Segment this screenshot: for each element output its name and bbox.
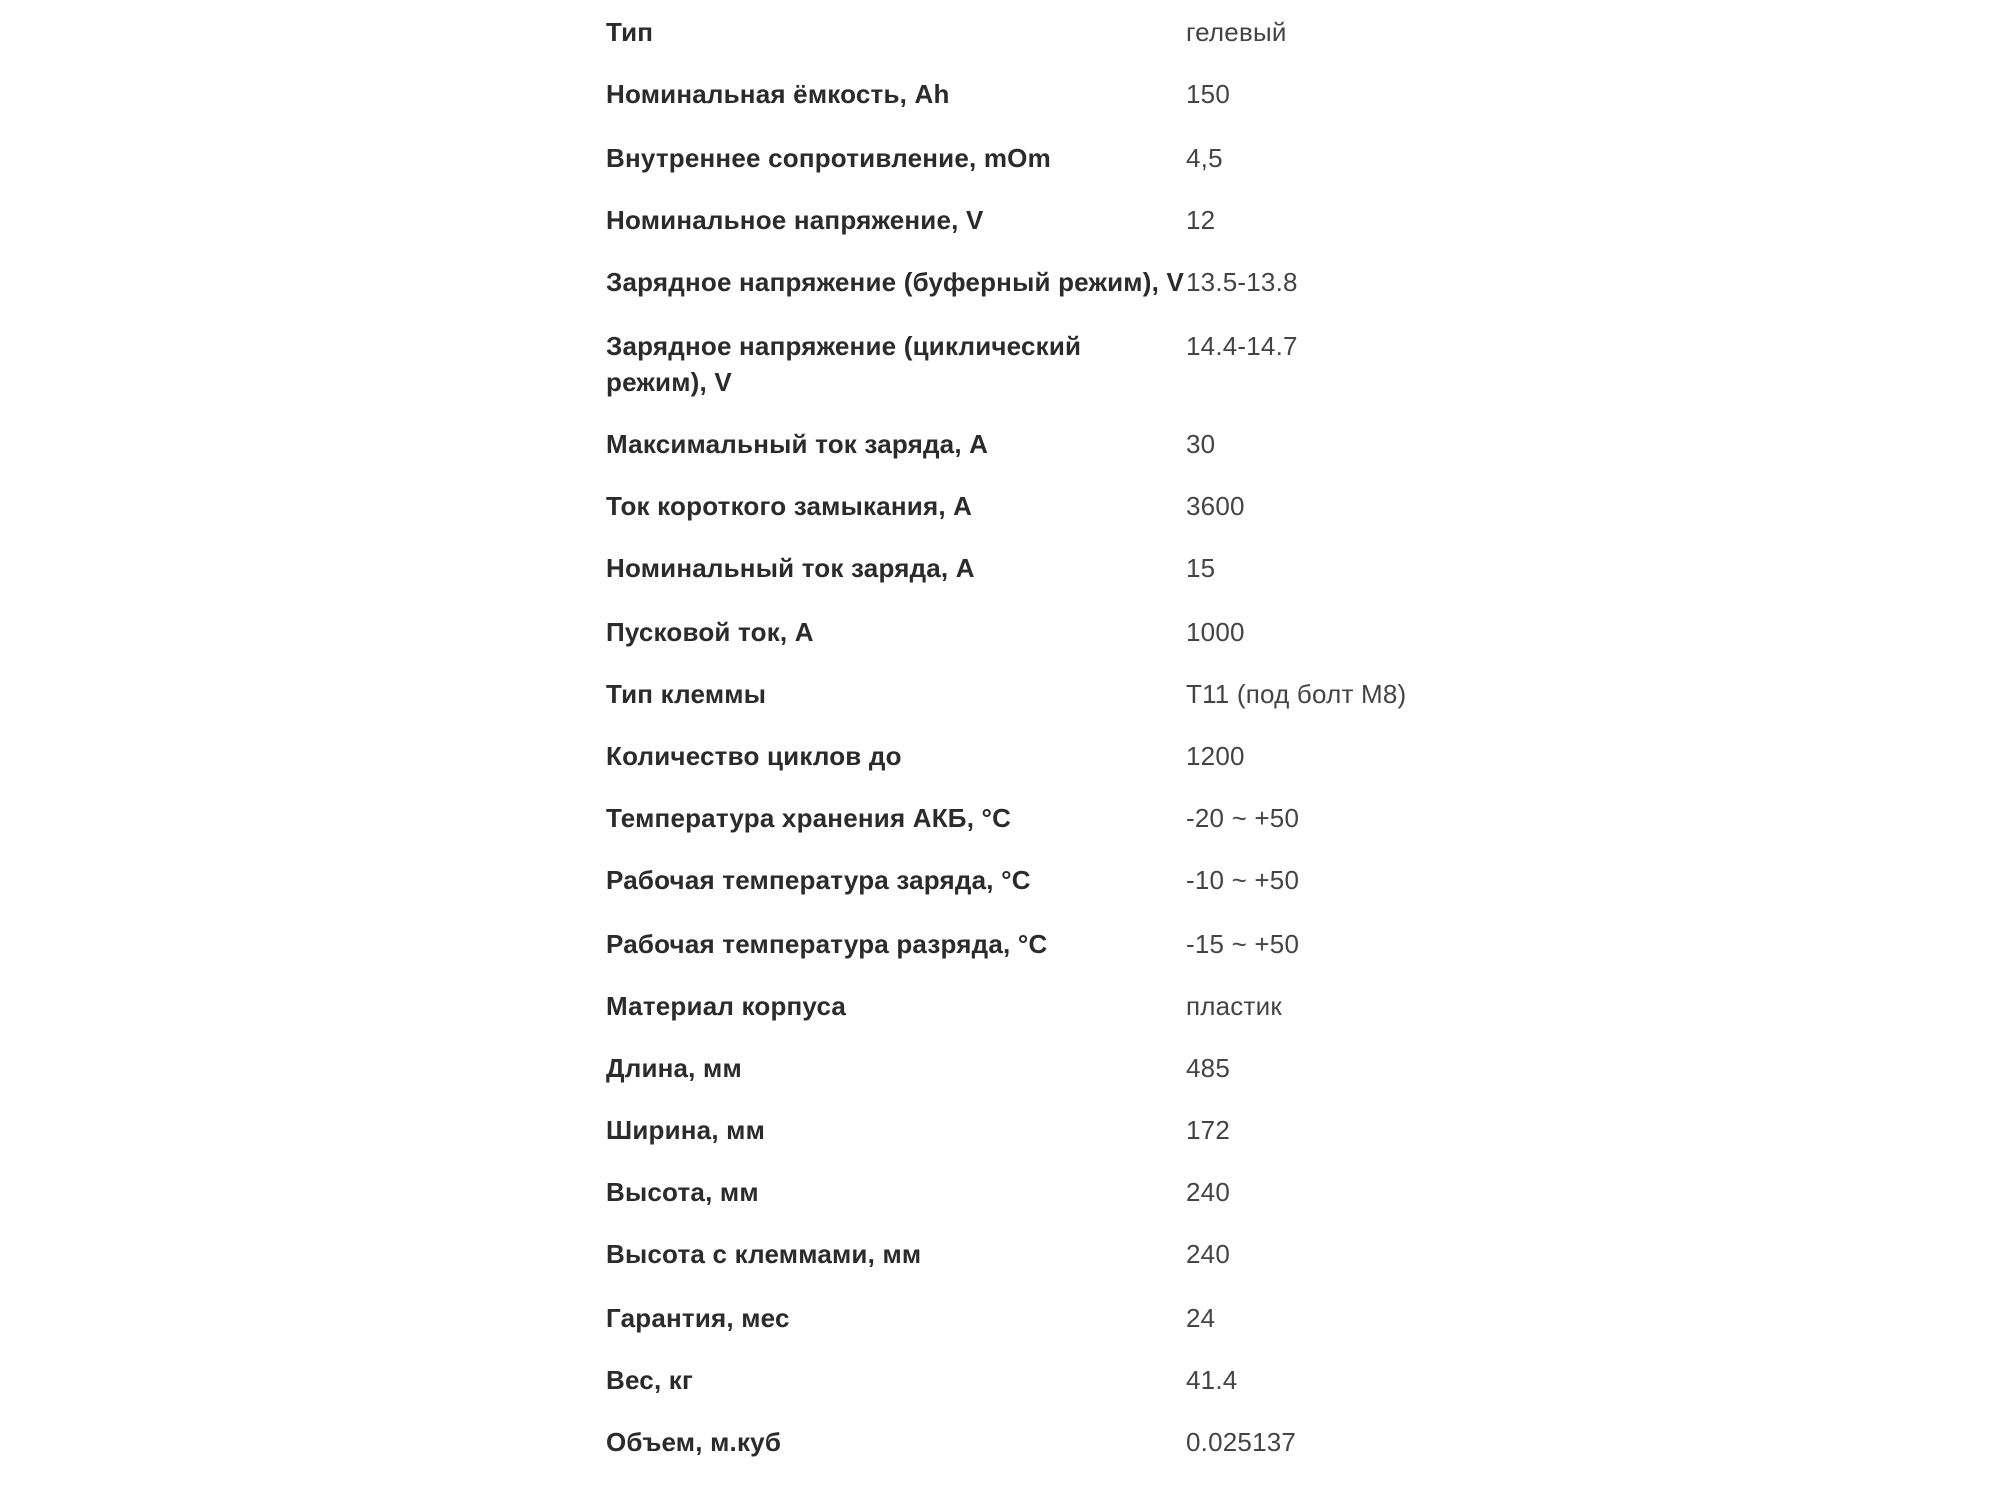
spec-label: Температура хранения АКБ, °С <box>606 803 1012 833</box>
spec-value: 41.4 <box>1186 1365 1238 1395</box>
spec-value: 3600 <box>1186 491 1245 521</box>
spec-label: Номинальная ёмкость, Ah <box>606 79 950 109</box>
spec-row <box>606 926 1506 962</box>
spec-value: гелевый <box>1186 17 1287 47</box>
spec-value: 1000 <box>1186 617 1245 647</box>
spec-label: Ширина, мм <box>606 1115 766 1145</box>
spec-label: Длина, мм <box>606 1053 742 1083</box>
spec-label: Зарядное напряжение (циклический режим), V <box>606 331 1082 397</box>
spec-row <box>606 140 1506 176</box>
spec-label: Материал корпуса <box>606 991 847 1021</box>
spec-label: Гарантия, мес <box>606 1303 790 1333</box>
spec-row <box>606 862 1506 898</box>
spec-row <box>606 550 1506 586</box>
spec-row <box>606 1424 1506 1460</box>
spec-row <box>606 988 1506 1024</box>
spec-row <box>606 614 1506 650</box>
spec-value: 0.025137 <box>1186 1427 1297 1457</box>
spec-value: 14.4-14.7 <box>1186 331 1298 361</box>
spec-row <box>606 1050 1506 1086</box>
spec-row <box>606 738 1506 774</box>
spec-value: 485 <box>1186 1053 1230 1083</box>
spec-label: Зарядное напряжение (буферный режим), V <box>606 267 1184 297</box>
spec-label: Рабочая температура разряда, °С <box>606 929 1048 959</box>
spec-row <box>606 1174 1506 1210</box>
spec-row <box>606 1362 1506 1398</box>
spec-row <box>606 426 1506 462</box>
spec-value: -20 ~ +50 <box>1186 803 1300 833</box>
spec-value: T11 (под болт M8) <box>1186 679 1407 709</box>
spec-label: Количество циклов до <box>606 741 902 771</box>
spec-value: 240 <box>1186 1177 1230 1207</box>
spec-value: 4,5 <box>1186 143 1223 173</box>
spec-value: -15 ~ +50 <box>1186 929 1300 959</box>
spec-label: Внутреннее сопротивление, mOm <box>606 143 1051 173</box>
spec-row <box>606 202 1506 238</box>
spec-value: 30 <box>1186 429 1216 459</box>
spec-label: Высота с клеммами, мм <box>606 1239 922 1269</box>
spec-label: Номинальное напряжение, V <box>606 205 984 235</box>
spec-value: 240 <box>1186 1239 1230 1269</box>
spec-value: 150 <box>1186 79 1230 109</box>
spec-value: 15 <box>1186 553 1216 583</box>
spec-row <box>606 264 1506 300</box>
spec-label: Ток короткого замыкания, А <box>606 491 973 521</box>
spec-label: Пусковой ток, А <box>606 617 814 647</box>
spec-label: Вес, кг <box>606 1365 694 1395</box>
spec-label: Максимальный ток заряда, А <box>606 429 989 459</box>
spec-value: 12 <box>1186 205 1216 235</box>
spec-label: Высота, мм <box>606 1177 759 1207</box>
spec-value: 172 <box>1186 1115 1230 1145</box>
spec-row <box>606 76 1506 112</box>
spec-row <box>606 488 1506 524</box>
spec-value: 13.5-13.8 <box>1186 267 1298 297</box>
spec-value: -10 ~ +50 <box>1186 865 1300 895</box>
spec-row <box>606 1300 1506 1336</box>
spec-row <box>606 328 1506 400</box>
spec-row <box>606 676 1506 712</box>
spec-label: Тип клеммы <box>606 679 767 709</box>
spec-value: пластик <box>1186 991 1282 1021</box>
spec-row <box>606 800 1506 836</box>
spec-row <box>606 1236 1506 1272</box>
spec-value: 24 <box>1186 1303 1216 1333</box>
spec-label: Объем, м.куб <box>606 1427 782 1457</box>
spec-table <box>606 14 1506 1460</box>
spec-label: Рабочая температура заряда, °С <box>606 865 1031 895</box>
spec-label: Тип <box>606 17 654 47</box>
spec-label: Номинальный ток заряда, А <box>606 553 975 583</box>
spec-row <box>606 1112 1506 1148</box>
spec-row <box>606 14 1506 50</box>
spec-value: 1200 <box>1186 741 1245 771</box>
